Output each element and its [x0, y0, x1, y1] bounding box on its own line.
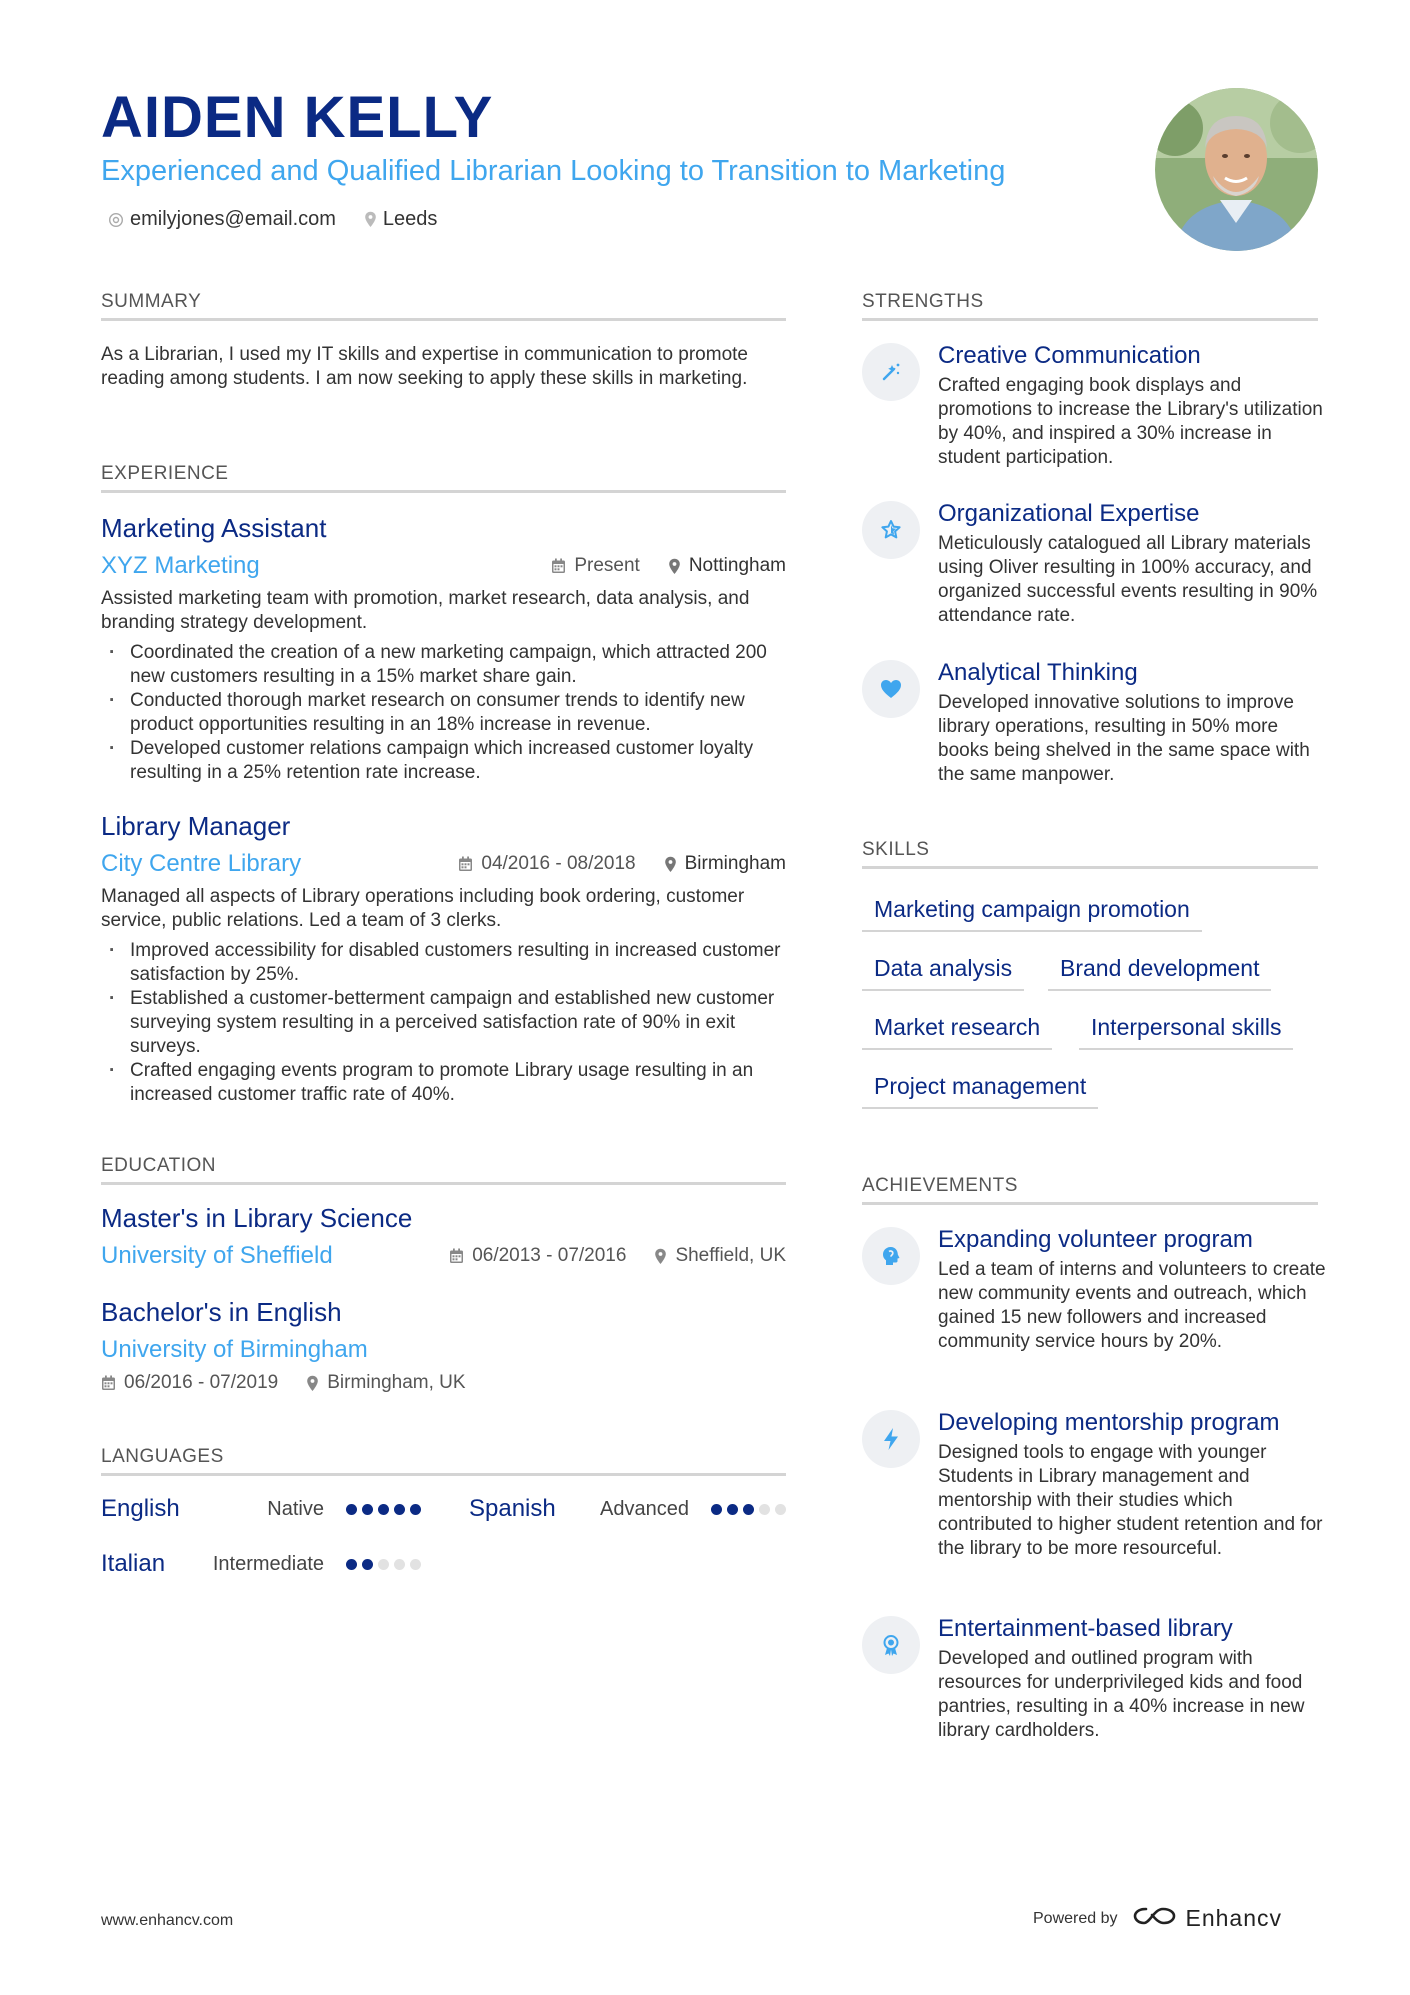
education-meta-row: [101, 1241, 786, 1271]
language-level: Native: [267, 1497, 324, 1520]
language-name: Spanish: [469, 1495, 556, 1522]
job-company: City Centre Library: [101, 850, 302, 877]
strength-text: Developed innovative solutions to improve library operations, resulting in 50% more books being shelved in the same space with the same manpower.: [938, 692, 1310, 785]
skill-tag: Interpersonal skills: [1079, 1012, 1293, 1050]
location-pin-icon: [664, 856, 677, 873]
job-location: Birmingham: [664, 853, 786, 875]
education-school: University of Sheffield: [101, 1242, 333, 1269]
list-item: · Developed customer relations campaign which increased customer loyalty resulting in a 25% retention rate increase.: [101, 737, 786, 785]
candidate-name: AIDEN KELLY: [101, 85, 494, 150]
skill-tag: Marketing campaign promotion: [862, 894, 1202, 932]
achievement-title: Entertainment-based library: [938, 1615, 1233, 1642]
calendar-icon: [551, 558, 566, 574]
list-item: · Improved accessibility for disabled customers resulting in increased customer satisfaction by 25%.: [101, 939, 786, 987]
education-location: Sheffield, UK: [654, 1245, 786, 1267]
rating-dot-filled: [711, 1504, 722, 1515]
language-italian: [101, 1550, 421, 1578]
rating-dot-empty: [775, 1504, 786, 1515]
list-item: · Coordinated the creation of a new marketing campaign, which attracted 200 new customers resulting in a 15% market share gain.: [101, 641, 786, 689]
achievement-text: Designed tools to engage with younger Students in Library management and mentorship with their studies which contributed to higher student retention and for the library to be more resourceful.: [938, 1442, 1323, 1559]
job-title: Marketing Assistant: [101, 513, 327, 543]
job-bullets: [101, 641, 786, 785]
language-english: [101, 1495, 421, 1523]
education-degree: Bachelor's in English: [101, 1297, 342, 1327]
brain-icon: [862, 1227, 920, 1285]
strengths-heading: STRENGTHS: [862, 291, 1318, 321]
achievement-title: Expanding volunteer program: [938, 1226, 1253, 1253]
education-dates: 06/2013 - 07/2016: [449, 1245, 626, 1267]
language-level: Advanced: [600, 1497, 689, 1520]
skill-tag: Market research: [862, 1012, 1052, 1050]
rating-dot-filled: [378, 1504, 389, 1515]
medal-icon: [862, 1616, 920, 1674]
language-rating: [346, 1559, 421, 1570]
rating-dot-filled: [362, 1504, 373, 1515]
calendar-icon: [449, 1248, 464, 1264]
strength-title: Creative Communication: [938, 342, 1201, 369]
achievement-text: Developed and outlined program with resources for underprivileged kids and food pantries, resulting in a 40% increase in new library cardholders.: [938, 1648, 1305, 1741]
job-description: Assisted marketing team with promotion, market research, data analysis, and branding strategy development.: [101, 588, 750, 633]
website-link[interactable]: www.enhancv.com: [101, 1912, 234, 1929]
email-contact[interactable]: [108, 208, 336, 231]
language-name: Italian: [101, 1550, 166, 1577]
education-heading: EDUCATION: [101, 1155, 786, 1185]
list-item: · Crafted engaging events program to promote Library usage resulting in an increased customer traffic rate of 40%.: [101, 1059, 786, 1107]
heart-icon: [862, 660, 920, 718]
rating-dot-filled: [362, 1559, 373, 1570]
education-location: Birmingham, UK: [306, 1372, 465, 1394]
location-pin-icon: [364, 211, 377, 228]
skills-heading: SKILLS: [862, 839, 1318, 869]
languages-heading: LANGUAGES: [101, 1446, 786, 1476]
strength-text: Meticulously catalogued all Library materials using Oliver resulting in 100% accuracy, and organized successful events resulting in 90% attendance rate.: [938, 533, 1318, 626]
skill-tag: Data analysis: [862, 953, 1024, 991]
profile-photo: [1155, 88, 1318, 251]
at-icon: [108, 212, 124, 228]
rating-dot-filled: [410, 1504, 421, 1515]
experience-heading: EXPERIENCE: [101, 463, 786, 493]
magic-wand-icon: [862, 343, 920, 401]
strength-title: Organizational Expertise: [938, 500, 1200, 527]
contact-row: [108, 208, 437, 231]
job-dates: 04/2016 - 08/2018: [458, 853, 635, 875]
rating-dot-filled: [743, 1504, 754, 1515]
calendar-icon: [101, 1375, 116, 1391]
strength-title: Analytical Thinking: [938, 659, 1138, 686]
location-pin-icon: [306, 1375, 319, 1392]
brand-name: Enhancv: [1185, 1905, 1283, 1931]
achievement-title: Developing mentorship program: [938, 1409, 1280, 1436]
skill-tag: Brand development: [1048, 953, 1271, 991]
job-meta-row: [101, 551, 786, 581]
language-spanish: [469, 1495, 786, 1523]
location-text: Leeds: [382, 208, 438, 230]
job-meta-row: [101, 849, 786, 879]
list-item: · Established a customer-betterment campaign and established new customer surveying system resulting in a perceived satisfaction rate of 90% in exit surveys.: [101, 987, 786, 1059]
rating-dot-empty: [378, 1559, 389, 1570]
rating-dot-empty: [759, 1504, 770, 1515]
candidate-headline: Experienced and Qualified Librarian Looking to Transition to Marketing: [101, 155, 1006, 187]
lightning-icon: [862, 1410, 920, 1468]
education-school: University of Birmingham: [101, 1336, 368, 1363]
job-title: Library Manager: [101, 811, 291, 841]
list-item: · Conducted thorough market research on consumer trends to identify new product opportunities resulting in an 18% increase in revenue.: [101, 689, 786, 737]
email-text: emilyjones@email.com: [130, 208, 336, 230]
powered-by-label: Powered by: [1033, 1909, 1118, 1927]
rating-dot-filled: [346, 1504, 357, 1515]
job-bullets: [101, 939, 786, 1107]
summary-heading: SUMMARY: [101, 291, 786, 321]
job-dates: Present: [551, 555, 639, 577]
rating-dot-filled: [727, 1504, 738, 1515]
brand-logo: [1132, 1905, 1283, 1932]
enhancv-logo-icon: [1132, 1905, 1178, 1932]
powered-by[interactable]: [1033, 1905, 1282, 1932]
skill-tag: Project management: [862, 1071, 1098, 1109]
achievement-text: Led a team of interns and volunteers to create new community events and outreach, which gained 15 new followers and increased community service hours by 20%.: [938, 1259, 1326, 1352]
location-contact: [364, 208, 438, 231]
location-pin-icon: [654, 1248, 667, 1265]
star-icon: [862, 501, 920, 559]
rating-dot-filled: [394, 1504, 405, 1515]
summary-text: As a Librarian, I used my IT skills and expertise in communication to promote reading among students. I am now seeking to apply these skills in marketing.: [101, 344, 748, 389]
rating-dot-empty: [394, 1559, 405, 1570]
language-rating: [711, 1504, 786, 1515]
education-dates: 06/2016 - 07/2019: [101, 1372, 278, 1394]
strength-text: Crafted engaging book displays and promotions to increase the Library's utilization by 40%, and inspired a 30% increase in student participation.: [938, 375, 1323, 468]
language-rating: [346, 1504, 421, 1515]
language-name: English: [101, 1495, 180, 1522]
location-pin-icon: [668, 558, 681, 575]
job-description: Managed all aspects of Library operations including book ordering, customer service, public relations. Led a team of 3 clerks.: [101, 886, 745, 931]
calendar-icon: [458, 856, 473, 872]
job-location: Nottingham: [668, 555, 786, 577]
job-company: XYZ Marketing: [101, 552, 260, 579]
achievements-heading: ACHIEVEMENTS: [862, 1175, 1318, 1205]
education-degree: Master's in Library Science: [101, 1203, 413, 1233]
rating-dot-empty: [410, 1559, 421, 1570]
language-level: Intermediate: [212, 1552, 324, 1575]
rating-dot-filled: [346, 1559, 357, 1570]
education-meta-row: [101, 1372, 466, 1394]
